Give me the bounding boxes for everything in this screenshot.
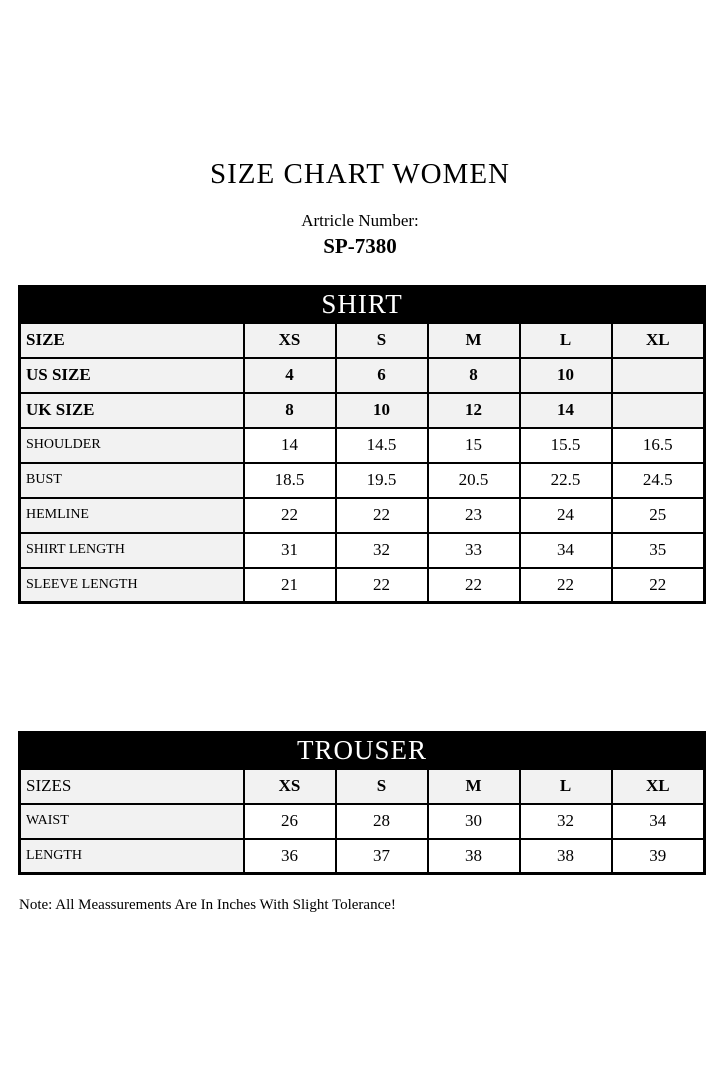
table-row-size <box>20 323 705 358</box>
table-row-bust <box>20 463 705 498</box>
measure-cell: 25 <box>612 498 705 533</box>
measure-cell: 39 <box>612 839 705 874</box>
page-title: SIZE CHART WOMEN <box>210 158 510 190</box>
size-cell <box>612 393 705 428</box>
size-cell: 8 <box>428 358 520 393</box>
article-number-value: SP-7380 <box>323 234 397 258</box>
size-cell <box>612 358 705 393</box>
measure-cell: 38 <box>428 839 520 874</box>
size-cell: 12 <box>428 393 520 428</box>
trouser-size-table <box>18 731 706 875</box>
size-cell: M <box>428 769 520 804</box>
shirt-size-table <box>18 285 706 604</box>
row-label: WAIST <box>20 804 244 839</box>
trouser-table-header-row <box>20 733 705 769</box>
table-row-us-size <box>20 358 705 393</box>
measure-cell: 38 <box>520 839 612 874</box>
measure-cell: 22 <box>336 498 428 533</box>
measure-cell: 28 <box>336 804 428 839</box>
article-number-label: Artricle Number: <box>301 211 419 230</box>
measure-cell: 15.5 <box>520 428 612 463</box>
table-row-length <box>20 839 705 874</box>
row-label: BUST <box>20 463 244 498</box>
size-cell: 8 <box>244 393 336 428</box>
measure-cell: 33 <box>428 533 520 568</box>
row-label: SHIRT LENGTH <box>20 533 244 568</box>
size-cell: 6 <box>336 358 428 393</box>
size-cell: 10 <box>520 358 612 393</box>
measure-cell: 37 <box>336 839 428 874</box>
size-cell: M <box>428 323 520 358</box>
measure-cell: 15 <box>428 428 520 463</box>
size-cell: XS <box>244 769 336 804</box>
size-cell: XS <box>244 323 336 358</box>
row-label: LENGTH <box>20 839 244 874</box>
size-cell: 14 <box>520 393 612 428</box>
row-label: SLEEVE LENGTH <box>20 568 244 603</box>
measure-cell: 24 <box>520 498 612 533</box>
size-cell: S <box>336 769 428 804</box>
shirt-table-header-row <box>20 287 705 323</box>
row-label: SHOULDER <box>20 428 244 463</box>
measure-cell: 31 <box>244 533 336 568</box>
size-cell: 4 <box>244 358 336 393</box>
measure-cell: 22 <box>244 498 336 533</box>
table-row-shirt-length <box>20 533 705 568</box>
measure-cell: 18.5 <box>244 463 336 498</box>
measure-cell: 34 <box>612 804 705 839</box>
measure-cell: 30 <box>428 804 520 839</box>
row-label: US SIZE <box>20 358 244 393</box>
trouser-table-title: TROUSER <box>20 733 705 769</box>
measure-cell: 22 <box>336 568 428 603</box>
measure-cell: 32 <box>336 533 428 568</box>
measure-cell: 19.5 <box>336 463 428 498</box>
measure-cell: 34 <box>520 533 612 568</box>
size-cell: L <box>520 769 612 804</box>
row-label: SIZES <box>20 769 244 804</box>
measure-cell: 22.5 <box>520 463 612 498</box>
measure-cell: 35 <box>612 533 705 568</box>
measure-cell: 14 <box>244 428 336 463</box>
measure-cell: 16.5 <box>612 428 705 463</box>
measure-cell: 14.5 <box>336 428 428 463</box>
measure-cell: 26 <box>244 804 336 839</box>
measure-cell: 22 <box>612 568 705 603</box>
measure-cell: 21 <box>244 568 336 603</box>
measure-cell: 32 <box>520 804 612 839</box>
size-cell: XL <box>612 323 705 358</box>
measure-cell: 36 <box>244 839 336 874</box>
measure-cell: 22 <box>428 568 520 603</box>
table-row-waist <box>20 804 705 839</box>
table-row-sleeve-length <box>20 568 705 603</box>
row-label: HEMLINE <box>20 498 244 533</box>
measurement-note: Note: All Meassurements Are In Inches With Slight Tolerance! <box>19 897 396 913</box>
size-cell: 10 <box>336 393 428 428</box>
shirt-table-title: SHIRT <box>20 287 705 323</box>
row-label: SIZE <box>20 323 244 358</box>
table-row-hemline <box>20 498 705 533</box>
measure-cell: 22 <box>520 568 612 603</box>
table-row-shoulder <box>20 428 705 463</box>
measure-cell: 20.5 <box>428 463 520 498</box>
size-cell: S <box>336 323 428 358</box>
table-row-uk-size <box>20 393 705 428</box>
measure-cell: 24.5 <box>612 463 705 498</box>
size-cell: XL <box>612 769 705 804</box>
size-cell: L <box>520 323 612 358</box>
row-label: UK SIZE <box>20 393 244 428</box>
table-row-sizes <box>20 769 705 804</box>
measure-cell: 23 <box>428 498 520 533</box>
